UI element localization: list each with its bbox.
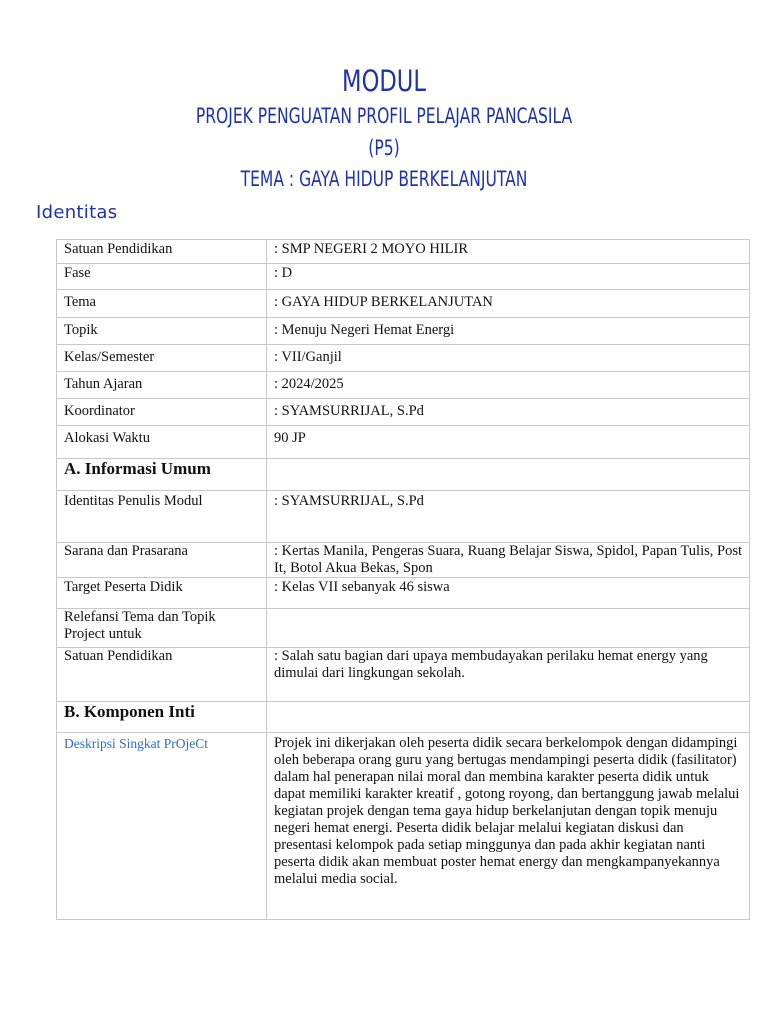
- identity-table: [56, 239, 750, 920]
- table-row: [57, 491, 750, 543]
- section-a-heading: A. Informasi Umum: [57, 459, 267, 491]
- empty-cell: [267, 459, 750, 491]
- row-value: : VII/Ganjil: [267, 345, 750, 372]
- row-label: Koordinator: [57, 399, 267, 426]
- section-row: [57, 459, 750, 491]
- table-row: [57, 733, 750, 920]
- table-row: [57, 648, 750, 702]
- module-subtitle: PROJEK PENGUATAN PROFIL PELAJAR PANCASILA: [195, 104, 573, 128]
- row-value: : Salah satu bagian dari upaya membudayakan perilaku hemat energy yang dimulai dari lingkungan sekolah.: [267, 648, 750, 702]
- empty-cell: [267, 702, 750, 733]
- table-row: [57, 240, 750, 264]
- row-label: Topik: [57, 318, 267, 345]
- table-row: [57, 578, 750, 609]
- row-label: Target Peserta Didik: [57, 578, 267, 609]
- row-value: : GAYA HIDUP BERKELANJUTAN: [267, 290, 750, 318]
- section-b-heading: B. Komponen Inti: [57, 702, 267, 733]
- row-value: : Kertas Manila, Pengeras Suara, Ruang Belajar Siswa, Spidol, Papan Tulis, Post It, Botol Akua Bekas, Spon: [267, 543, 750, 578]
- table-row: [57, 318, 750, 345]
- row-value: : SMP NEGERI 2 MOYO HILIR: [267, 240, 750, 264]
- module-title: MODUL: [342, 64, 426, 98]
- row-value: Projek ini dikerjakan oleh peserta didik secara berkelompok dengan didampingi oleh beberapa orang guru yang bertugas mendampingi peserta didik (fasilitator) dalam hal penerapan nilai moral dan membina karakter peserta didik untuk dapat memiliki karakter kreatif , gotong royong, dan bertanggung jawab melalui kegiatan projek dengan tema gaya hidup berkelanjutan dengan topik menuju negeri hemat energi. Peserta didik belajar melalui kegiatan diskusi dan presentasi kelompok pada setiap minggunya dan pada akhir kegiatan nanti peserta didik akan membuat poster hemat energy dan mengkampanyekannya melalui media social.: [267, 733, 750, 920]
- row-value: 90 JP: [267, 426, 750, 459]
- table-row: [57, 290, 750, 318]
- row-label: Deskripsi Singkat PrOjeCt: [57, 733, 267, 920]
- identitas-heading: Identitas: [36, 202, 118, 223]
- table-row: [57, 426, 750, 459]
- row-label: Fase: [57, 264, 267, 290]
- row-value: : Menuju Negeri Hemat Energi: [267, 318, 750, 345]
- row-label: Alokasi Waktu: [57, 426, 267, 459]
- table-row: [57, 345, 750, 372]
- table-row: [57, 543, 750, 578]
- table-row: [57, 264, 750, 290]
- row-value: : Kelas VII sebanyak 46 siswa: [267, 578, 750, 609]
- row-label: Kelas/Semester: [57, 345, 267, 372]
- row-label: Tahun Ajaran: [57, 372, 267, 399]
- row-label: Satuan Pendidikan: [57, 240, 267, 264]
- row-value: : SYAMSURRIJAL, S.Pd: [267, 399, 750, 426]
- row-label: Satuan Pendidikan: [57, 648, 267, 702]
- module-theme: TEMA : GAYA HIDUP BERKELANJUTAN: [240, 167, 528, 191]
- row-value: : D: [267, 264, 750, 290]
- row-label: Identitas Penulis Modul: [57, 491, 267, 543]
- table-row: [57, 399, 750, 426]
- section-row: [57, 702, 750, 733]
- table-row: [57, 609, 750, 648]
- row-value: : 2024/2025: [267, 372, 750, 399]
- row-value: : SYAMSURRIJAL, S.Pd: [267, 491, 750, 543]
- row-label: Relefansi Tema dan Topik Project untuk: [57, 609, 267, 648]
- row-label: Tema: [57, 290, 267, 318]
- row-value: [267, 609, 750, 648]
- module-code: (P5): [368, 136, 400, 160]
- row-label: Sarana dan Prasarana: [57, 543, 267, 578]
- table-row: [57, 372, 750, 399]
